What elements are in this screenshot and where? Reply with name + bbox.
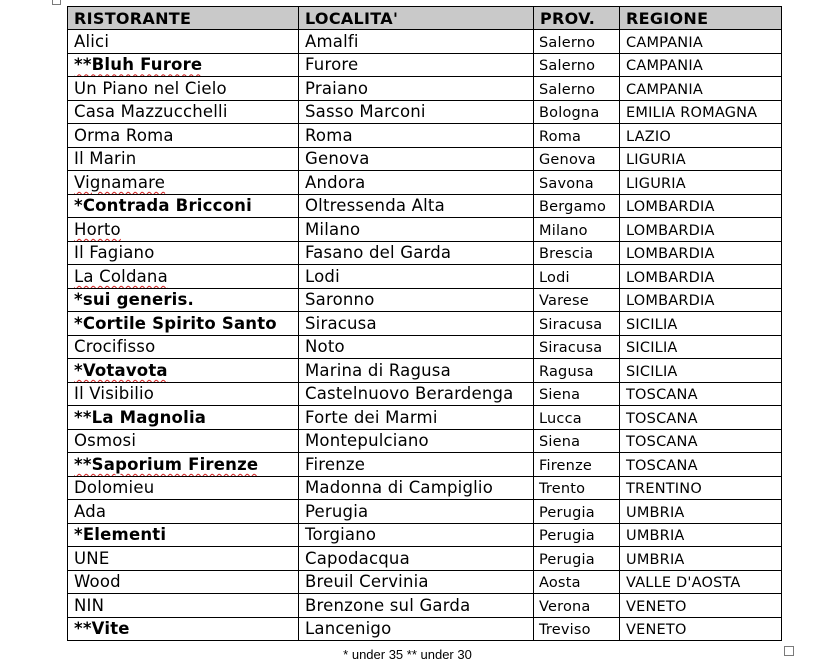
restaurant-cell bbox=[68, 453, 299, 477]
table-row bbox=[68, 406, 782, 430]
region-cell: VALLE D'AOSTA bbox=[620, 570, 782, 594]
restaurant-cell bbox=[68, 218, 299, 242]
region-cell: TOSCANA bbox=[620, 382, 782, 406]
table-move-handle[interactable] bbox=[52, 0, 61, 5]
locality-cell: Firenze bbox=[299, 453, 534, 477]
region-cell: LOMBARDIA bbox=[620, 218, 782, 242]
restaurants-table bbox=[67, 6, 782, 641]
restaurant-cell bbox=[68, 617, 299, 641]
locality-cell: Siracusa bbox=[299, 312, 534, 336]
restaurant-cell bbox=[68, 570, 299, 594]
table-row bbox=[68, 382, 782, 406]
region-cell: UMBRIA bbox=[620, 523, 782, 547]
locality-cell: Furore bbox=[299, 53, 534, 77]
restaurant-name: NIN bbox=[74, 595, 105, 615]
restaurant-name: *Elementi bbox=[74, 525, 167, 545]
province-cell: Milano bbox=[534, 218, 620, 242]
locality-cell: Perugia bbox=[299, 500, 534, 524]
region-cell: CAMPANIA bbox=[620, 77, 782, 101]
header-restaurant: RISTORANTE bbox=[68, 7, 299, 30]
province-cell: Aosta bbox=[534, 570, 620, 594]
table-row bbox=[68, 53, 782, 77]
restaurant-name: Osmosi bbox=[74, 431, 137, 451]
province-cell: Genova bbox=[534, 147, 620, 171]
locality-cell: Roma bbox=[299, 124, 534, 148]
region-cell: CAMPANIA bbox=[620, 53, 782, 77]
restaurant-cell bbox=[68, 171, 299, 195]
province-cell: Firenze bbox=[534, 453, 620, 477]
restaurant-cell bbox=[68, 53, 299, 77]
province-cell: Bergamo bbox=[534, 194, 620, 218]
restaurant-cell bbox=[68, 523, 299, 547]
table-row bbox=[68, 500, 782, 524]
restaurant-name: Orma Roma bbox=[74, 125, 174, 145]
restaurant-cell bbox=[68, 241, 299, 265]
restaurant-cell bbox=[68, 359, 299, 383]
restaurant-cell bbox=[68, 335, 299, 359]
locality-cell: Madonna di Campiglio bbox=[299, 476, 534, 500]
locality-cell: Breuil Cervinia bbox=[299, 570, 534, 594]
header-locality: LOCALITA' bbox=[299, 7, 534, 30]
locality-cell: Andora bbox=[299, 171, 534, 195]
restaurant-name: *Contrada Bricconi bbox=[74, 196, 252, 216]
restaurant-name: **Bluh Furore bbox=[74, 55, 203, 75]
table-row bbox=[68, 265, 782, 289]
restaurant-cell bbox=[68, 194, 299, 218]
header-region: REGIONE bbox=[620, 7, 782, 30]
province-cell: Siena bbox=[534, 382, 620, 406]
region-cell: TOSCANA bbox=[620, 429, 782, 453]
restaurant-name: **Vite bbox=[74, 619, 130, 639]
province-cell: Verona bbox=[534, 594, 620, 618]
restaurant-name: Il Marin bbox=[74, 149, 137, 169]
restaurant-cell bbox=[68, 30, 299, 54]
table-row bbox=[68, 241, 782, 265]
restaurant-cell bbox=[68, 265, 299, 289]
table-row bbox=[68, 288, 782, 312]
restaurant-cell bbox=[68, 547, 299, 571]
table-row bbox=[68, 594, 782, 618]
table-body bbox=[68, 30, 782, 641]
restaurant-name: *Cortile Spirito Santo bbox=[74, 313, 277, 333]
table-row bbox=[68, 171, 782, 195]
province-cell: Ragusa bbox=[534, 359, 620, 383]
region-cell: UMBRIA bbox=[620, 547, 782, 571]
region-cell: TRENTINO bbox=[620, 476, 782, 500]
table-row bbox=[68, 100, 782, 124]
table-row bbox=[68, 429, 782, 453]
region-cell: VENETO bbox=[620, 617, 782, 641]
region-cell: SICILIA bbox=[620, 335, 782, 359]
province-cell: Treviso bbox=[534, 617, 620, 641]
table-row bbox=[68, 194, 782, 218]
header-province: PROV. bbox=[534, 7, 620, 30]
restaurant-name: Wood bbox=[74, 572, 121, 592]
table-row bbox=[68, 359, 782, 383]
locality-cell: Noto bbox=[299, 335, 534, 359]
region-cell: LIGURIA bbox=[620, 147, 782, 171]
locality-cell: Marina di Ragusa bbox=[299, 359, 534, 383]
footnote: * under 35 ** under 30 bbox=[343, 647, 472, 662]
restaurant-name: Il Fagiano bbox=[74, 243, 155, 263]
region-cell: LOMBARDIA bbox=[620, 241, 782, 265]
restaurant-cell bbox=[68, 429, 299, 453]
province-cell: Lucca bbox=[534, 406, 620, 430]
locality-cell: Sasso Marconi bbox=[299, 100, 534, 124]
province-cell: Roma bbox=[534, 124, 620, 148]
table-header-row bbox=[68, 7, 782, 30]
region-cell: VENETO bbox=[620, 594, 782, 618]
region-cell: LOMBARDIA bbox=[620, 288, 782, 312]
table-row bbox=[68, 124, 782, 148]
province-cell: Siracusa bbox=[534, 335, 620, 359]
restaurant-cell bbox=[68, 77, 299, 101]
table-row bbox=[68, 523, 782, 547]
restaurant-name: La Coldana bbox=[74, 266, 168, 286]
province-cell: Siracusa bbox=[534, 312, 620, 336]
region-cell: TOSCANA bbox=[620, 453, 782, 477]
region-cell: LOMBARDIA bbox=[620, 265, 782, 289]
locality-cell: Capodacqua bbox=[299, 547, 534, 571]
table-row bbox=[68, 30, 782, 54]
region-cell: EMILIA ROMAGNA bbox=[620, 100, 782, 124]
restaurant-name: UNE bbox=[74, 548, 110, 568]
locality-cell: Lancenigo bbox=[299, 617, 534, 641]
province-cell: Varese bbox=[534, 288, 620, 312]
province-cell: Brescia bbox=[534, 241, 620, 265]
restaurant-name: **La Magnolia bbox=[74, 407, 207, 427]
table-row bbox=[68, 335, 782, 359]
table-row bbox=[68, 570, 782, 594]
restaurant-cell bbox=[68, 406, 299, 430]
restaurant-cell bbox=[68, 147, 299, 171]
region-cell: TOSCANA bbox=[620, 406, 782, 430]
restaurant-name: Alici bbox=[74, 31, 110, 51]
region-cell: LIGURIA bbox=[620, 171, 782, 195]
region-cell: CAMPANIA bbox=[620, 30, 782, 54]
restaurant-cell bbox=[68, 476, 299, 500]
province-cell: Trento bbox=[534, 476, 620, 500]
restaurant-name: Dolomieu bbox=[74, 478, 155, 498]
province-cell: Salerno bbox=[534, 53, 620, 77]
province-cell: Siena bbox=[534, 429, 620, 453]
restaurant-cell bbox=[68, 312, 299, 336]
locality-cell: Milano bbox=[299, 218, 534, 242]
table-row bbox=[68, 476, 782, 500]
table-row bbox=[68, 312, 782, 336]
region-cell: LOMBARDIA bbox=[620, 194, 782, 218]
restaurant-name: Un Piano nel Cielo bbox=[74, 78, 227, 98]
region-cell: SICILIA bbox=[620, 312, 782, 336]
province-cell: Perugia bbox=[534, 500, 620, 524]
restaurant-cell bbox=[68, 100, 299, 124]
locality-cell: Torgiano bbox=[299, 523, 534, 547]
locality-cell: Lodi bbox=[299, 265, 534, 289]
province-cell: Perugia bbox=[534, 523, 620, 547]
province-cell: Salerno bbox=[534, 77, 620, 101]
restaurant-name: *sui generis. bbox=[74, 290, 195, 310]
locality-cell: Fasano del Garda bbox=[299, 241, 534, 265]
restaurant-name: Casa Mazzucchelli bbox=[74, 102, 228, 122]
restaurant-cell bbox=[68, 382, 299, 406]
restaurant-cell bbox=[68, 500, 299, 524]
province-cell: Perugia bbox=[534, 547, 620, 571]
restaurant-name: *Votavota bbox=[74, 360, 168, 380]
restaurant-name: Il Visibilio bbox=[74, 384, 155, 404]
table-row bbox=[68, 77, 782, 101]
restaurant-name: **Saporium Firenze bbox=[74, 454, 259, 474]
table-row bbox=[68, 453, 782, 477]
locality-cell: Montepulciano bbox=[299, 429, 534, 453]
restaurant-name: Horto bbox=[74, 219, 121, 239]
table-row bbox=[68, 218, 782, 242]
table-row bbox=[68, 147, 782, 171]
restaurant-cell bbox=[68, 124, 299, 148]
table-row bbox=[68, 547, 782, 571]
province-cell: Lodi bbox=[534, 265, 620, 289]
province-cell: Savona bbox=[534, 171, 620, 195]
locality-cell: Forte dei Marmi bbox=[299, 406, 534, 430]
locality-cell: Saronno bbox=[299, 288, 534, 312]
region-cell: LAZIO bbox=[620, 124, 782, 148]
region-cell: SICILIA bbox=[620, 359, 782, 383]
restaurant-cell bbox=[68, 288, 299, 312]
province-cell: Salerno bbox=[534, 30, 620, 54]
restaurant-name: Crocifisso bbox=[74, 337, 156, 357]
locality-cell: Oltressenda Alta bbox=[299, 194, 534, 218]
province-cell: Bologna bbox=[534, 100, 620, 124]
locality-cell: Brenzone sul Garda bbox=[299, 594, 534, 618]
restaurant-name: Ada bbox=[74, 501, 107, 521]
locality-cell: Genova bbox=[299, 147, 534, 171]
locality-cell: Praiano bbox=[299, 77, 534, 101]
locality-cell: Castelnuovo Berardenga bbox=[299, 382, 534, 406]
locality-cell: Amalfi bbox=[299, 30, 534, 54]
restaurant-cell bbox=[68, 594, 299, 618]
restaurant-name: Vignamare bbox=[74, 172, 166, 192]
region-cell: UMBRIA bbox=[620, 500, 782, 524]
table-row bbox=[68, 617, 782, 641]
